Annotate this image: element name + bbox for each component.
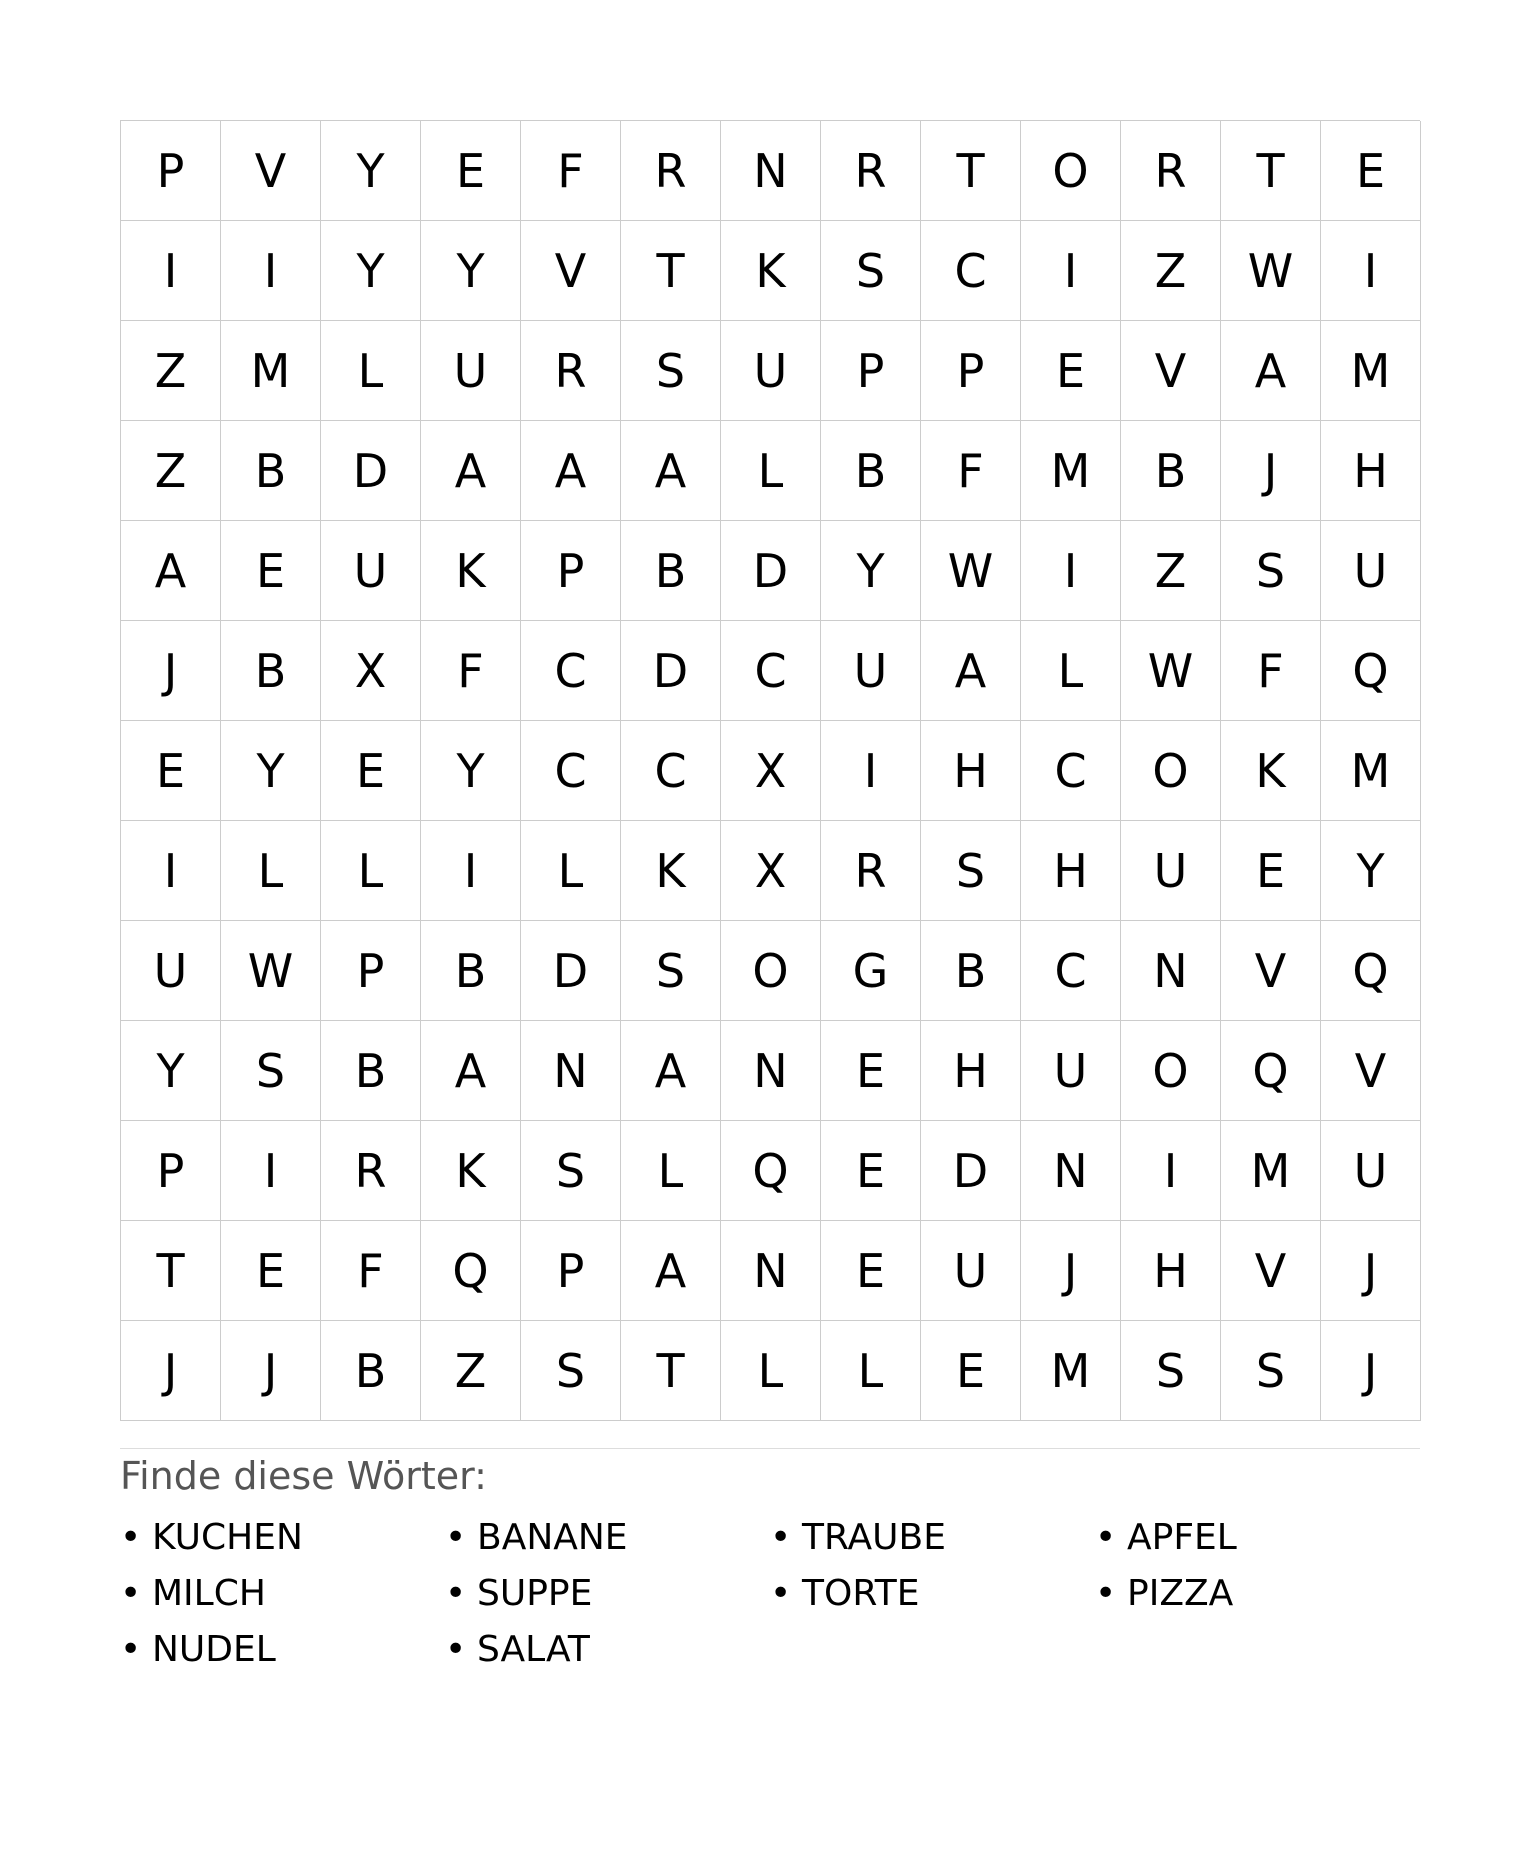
grid-cell[interactable]: S — [621, 921, 721, 1021]
word-search-page — [120, 120, 1420, 1670]
grid-cell[interactable]: S — [1221, 521, 1321, 621]
grid-cell[interactable]: I — [1121, 1121, 1221, 1221]
grid-cell[interactable]: Y — [121, 1021, 221, 1121]
grid-cell[interactable]: Y — [821, 521, 921, 621]
grid-cell[interactable]: U — [1021, 1021, 1121, 1121]
grid-cell[interactable]: J — [121, 1321, 221, 1421]
word-list-item — [770, 1510, 1095, 1566]
grid-cell[interactable]: I — [1021, 221, 1121, 321]
bullet-icon: • — [120, 1517, 142, 1558]
grid-cell[interactable]: U — [921, 1221, 1021, 1321]
bullet-icon: • — [1095, 1517, 1117, 1558]
grid-cell[interactable]: L — [721, 1321, 821, 1421]
grid-cell[interactable]: E — [221, 521, 321, 621]
grid-cell[interactable]: C — [1021, 721, 1121, 821]
word-label: APFEL — [1127, 1517, 1237, 1558]
grid-cell[interactable]: S — [821, 221, 921, 321]
grid-cell[interactable]: X — [721, 721, 821, 821]
grid-cell[interactable]: U — [1321, 1121, 1421, 1221]
grid-cell[interactable]: H — [1021, 821, 1121, 921]
grid-cell[interactable]: K — [721, 221, 821, 321]
grid-cell[interactable]: T — [121, 1221, 221, 1321]
grid-cell[interactable]: J — [1321, 1221, 1421, 1321]
grid-cell[interactable]: C — [521, 721, 621, 821]
grid-cell[interactable]: L — [821, 1321, 921, 1421]
grid-cell[interactable]: Z — [421, 1321, 521, 1421]
grid-cell[interactable]: H — [1121, 1221, 1221, 1321]
grid-cell[interactable]: P — [321, 921, 421, 1021]
grid-cell[interactable]: L — [221, 821, 321, 921]
grid-cell[interactable]: S — [921, 821, 1021, 921]
bullet-icon: • — [1095, 1573, 1117, 1614]
grid-cell[interactable]: W — [1221, 221, 1321, 321]
grid-cell[interactable]: M — [1021, 421, 1121, 521]
grid-cell[interactable]: Z — [1121, 521, 1221, 621]
grid-cell[interactable]: D — [621, 621, 721, 721]
grid-cell[interactable]: F — [921, 421, 1021, 521]
grid-cell[interactable]: U — [421, 321, 521, 421]
grid-cell[interactable]: L — [1021, 621, 1121, 721]
grid-cell[interactable]: N — [721, 1221, 821, 1321]
grid-cell[interactable]: Q — [1221, 1021, 1321, 1121]
grid-cell[interactable]: Q — [721, 1121, 821, 1221]
grid-cell[interactable]: T — [621, 1321, 721, 1421]
grid-cell[interactable]: V — [521, 221, 621, 321]
grid-cell[interactable]: I — [1321, 221, 1421, 321]
grid-cell[interactable]: A — [1221, 321, 1321, 421]
grid-cell[interactable]: Y — [421, 721, 521, 821]
grid-cell[interactable]: A — [921, 621, 1021, 721]
grid-cell[interactable]: G — [821, 921, 921, 1021]
grid-cell[interactable]: P — [921, 321, 1021, 421]
grid-cell[interactable]: R — [321, 1121, 421, 1221]
grid-cell[interactable]: M — [1321, 721, 1421, 821]
grid-cell[interactable]: B — [1121, 421, 1221, 521]
grid-cell[interactable]: P — [121, 1121, 221, 1221]
grid-cell[interactable]: R — [621, 121, 721, 221]
grid-cell[interactable]: N — [1021, 1121, 1121, 1221]
grid-cell[interactable]: S — [621, 321, 721, 421]
word-label: PIZZA — [1127, 1573, 1234, 1614]
grid-cell[interactable]: J — [221, 1321, 321, 1421]
grid-cell[interactable]: N — [1121, 921, 1221, 1021]
grid-cell[interactable]: P — [821, 321, 921, 421]
grid-cell[interactable]: E — [221, 1221, 321, 1321]
grid-cell[interactable]: Y — [221, 721, 321, 821]
grid-cell[interactable]: W — [221, 921, 321, 1021]
grid-cell[interactable]: V — [221, 121, 321, 221]
grid-cell[interactable]: J — [1021, 1221, 1121, 1321]
divider — [120, 1448, 1420, 1449]
grid-cell[interactable]: S — [521, 1121, 621, 1221]
word-label: NUDEL — [152, 1629, 276, 1670]
grid-cell[interactable]: R — [1121, 121, 1221, 221]
word-label: TORTE — [802, 1573, 920, 1614]
word-list-item — [120, 1510, 445, 1566]
grid-cell[interactable]: L — [521, 821, 621, 921]
bullet-icon: • — [770, 1517, 792, 1558]
bullet-icon: • — [770, 1573, 792, 1614]
bullet-icon: • — [445, 1517, 467, 1558]
word-label: SALAT — [477, 1629, 590, 1670]
grid-cell[interactable]: R — [521, 321, 621, 421]
grid-cell[interactable]: E — [1221, 821, 1321, 921]
grid-cell[interactable]: B — [321, 1321, 421, 1421]
grid-cell[interactable]: F — [521, 121, 621, 221]
grid-cell[interactable]: B — [221, 421, 321, 521]
grid-cell[interactable]: H — [921, 1021, 1021, 1121]
grid-cell[interactable]: Y — [421, 221, 521, 321]
grid-cell[interactable]: J — [1321, 1321, 1421, 1421]
grid-cell[interactable]: A — [121, 521, 221, 621]
grid-cell[interactable]: I — [221, 221, 321, 321]
word-list-item — [445, 1566, 770, 1622]
grid-cell[interactable]: U — [1121, 821, 1221, 921]
grid-cell[interactable]: Y — [321, 121, 421, 221]
grid-cell[interactable]: Y — [321, 221, 421, 321]
grid-cell[interactable]: P — [521, 1221, 621, 1321]
grid-cell[interactable]: E — [121, 721, 221, 821]
grid-cell[interactable]: E — [921, 1321, 1021, 1421]
grid-cell[interactable]: R — [821, 121, 921, 221]
grid-cell[interactable]: B — [421, 921, 521, 1021]
grid-cell[interactable]: C — [621, 721, 721, 821]
grid-cell[interactable]: Z — [121, 421, 221, 521]
grid-cell[interactable]: O — [721, 921, 821, 1021]
grid-cell[interactable]: F — [1221, 621, 1321, 721]
grid-cell[interactable]: I — [1021, 521, 1121, 621]
grid-cell[interactable]: V — [1221, 1221, 1321, 1321]
grid-cell[interactable]: H — [921, 721, 1021, 821]
grid-cell[interactable]: S — [221, 1021, 321, 1121]
bullet-icon: • — [445, 1629, 467, 1670]
grid-cell[interactable]: E — [1321, 121, 1421, 221]
word-list-item — [445, 1510, 770, 1566]
grid-cell[interactable]: J — [1221, 421, 1321, 521]
bullet-icon: • — [120, 1629, 142, 1670]
grid-cell[interactable]: N — [521, 1021, 621, 1121]
grid-cell[interactable]: I — [121, 221, 221, 321]
grid-cell[interactable]: E — [421, 121, 521, 221]
grid-cell[interactable]: E — [821, 1121, 921, 1221]
word-label: BANANE — [477, 1517, 628, 1558]
word-label: SUPPE — [477, 1573, 593, 1614]
grid-cell[interactable]: Z — [1121, 221, 1221, 321]
grid-cell[interactable]: C — [1021, 921, 1121, 1021]
grid-cell[interactable]: B — [321, 1021, 421, 1121]
grid-cell[interactable]: A — [421, 1021, 521, 1121]
bullet-icon: • — [445, 1573, 467, 1614]
word-label: MILCH — [152, 1573, 266, 1614]
grid-cell[interactable]: M — [1221, 1121, 1321, 1221]
word-list-item — [120, 1566, 445, 1622]
grid-cell[interactable]: P — [521, 521, 621, 621]
grid-cell[interactable]: P — [121, 121, 221, 221]
grid-cell[interactable]: B — [821, 421, 921, 521]
grid-cell[interactable]: S — [1221, 1321, 1321, 1421]
word-list-item — [1095, 1566, 1420, 1622]
grid-cell[interactable]: I — [221, 1121, 321, 1221]
grid-cell[interactable]: A — [521, 421, 621, 521]
grid-cell[interactable]: U — [1321, 521, 1421, 621]
grid-cell[interactable]: X — [321, 621, 421, 721]
grid-cell[interactable]: E — [321, 721, 421, 821]
grid-cell[interactable]: J — [121, 621, 221, 721]
grid-cell[interactable]: V — [1321, 1021, 1421, 1121]
grid-cell[interactable]: I — [821, 721, 921, 821]
grid-cell[interactable]: H — [1321, 421, 1421, 521]
grid-cell[interactable]: T — [921, 121, 1021, 221]
grid-cell[interactable]: D — [521, 921, 621, 1021]
grid-cell[interactable]: L — [721, 421, 821, 521]
grid-cell[interactable]: M — [221, 321, 321, 421]
grid-cell[interactable]: U — [321, 521, 421, 621]
grid-cell[interactable]: V — [1121, 321, 1221, 421]
grid-cell[interactable]: L — [321, 821, 421, 921]
grid-cell[interactable]: C — [921, 221, 1021, 321]
grid-cell[interactable]: B — [221, 621, 321, 721]
word-list-title: Finde diese Wörter: — [120, 1454, 487, 1498]
grid-cell[interactable]: K — [1221, 721, 1321, 821]
grid-cell[interactable]: V — [1221, 921, 1321, 1021]
grid-cell[interactable]: E — [821, 1221, 921, 1321]
grid-cell[interactable]: O — [1021, 121, 1121, 221]
grid-cell[interactable]: U — [121, 921, 221, 1021]
grid-cell[interactable]: B — [921, 921, 1021, 1021]
word-list-item — [445, 1622, 770, 1678]
grid-cell[interactable]: Z — [121, 321, 221, 421]
grid-cell[interactable]: I — [421, 821, 521, 921]
grid-cell[interactable]: U — [821, 621, 921, 721]
grid-cell[interactable]: Q — [421, 1221, 521, 1321]
grid-cell[interactable]: A — [621, 1221, 721, 1321]
grid-cell[interactable]: E — [1021, 321, 1121, 421]
word-list — [120, 1510, 1420, 1678]
grid-cell[interactable]: M — [1321, 321, 1421, 421]
grid-cell[interactable]: D — [721, 521, 821, 621]
grid-cell[interactable]: U — [721, 321, 821, 421]
grid-cell[interactable]: Q — [1321, 621, 1421, 721]
grid-cell[interactable]: F — [321, 1221, 421, 1321]
grid-cell[interactable]: O — [1121, 1021, 1221, 1121]
grid-cell[interactable]: L — [321, 321, 421, 421]
word-list-item — [770, 1566, 1095, 1622]
grid-cell[interactable]: T — [621, 221, 721, 321]
grid-cell[interactable]: R — [821, 821, 921, 921]
grid-cell[interactable]: K — [421, 1121, 521, 1221]
grid-cell[interactable]: I — [121, 821, 221, 921]
grid-cell[interactable]: K — [421, 521, 521, 621]
grid-cell[interactable]: A — [621, 421, 721, 521]
grid-cell[interactable]: D — [321, 421, 421, 521]
letter-grid — [120, 120, 1420, 1421]
grid-cell[interactable]: D — [921, 1121, 1021, 1221]
grid-cell[interactable]: L — [621, 1121, 721, 1221]
grid-cell[interactable]: A — [621, 1021, 721, 1121]
grid-cell[interactable]: X — [721, 821, 821, 921]
grid-cell[interactable]: O — [1121, 721, 1221, 821]
grid-cell[interactable]: E — [821, 1021, 921, 1121]
grid-cell[interactable]: Q — [1321, 921, 1421, 1021]
grid-cell[interactable]: T — [1221, 121, 1321, 221]
grid-cell[interactable]: A — [421, 421, 521, 521]
grid-cell[interactable]: C — [721, 621, 821, 721]
grid-cell[interactable]: K — [621, 821, 721, 921]
grid-cell[interactable]: M — [1021, 1321, 1121, 1421]
word-list-item — [120, 1622, 445, 1678]
word-list-item — [1095, 1510, 1420, 1566]
grid-cell[interactable]: B — [621, 521, 721, 621]
grid-cell[interactable]: F — [421, 621, 521, 721]
word-label: KUCHEN — [152, 1517, 303, 1558]
grid-cell[interactable]: W — [1121, 621, 1221, 721]
grid-cell[interactable]: C — [521, 621, 621, 721]
word-label: TRAUBE — [802, 1517, 946, 1558]
grid-cell[interactable]: N — [721, 1021, 821, 1121]
grid-cell[interactable]: S — [1121, 1321, 1221, 1421]
grid-cell[interactable]: S — [521, 1321, 621, 1421]
grid-cell[interactable]: Y — [1321, 821, 1421, 921]
grid-cell[interactable]: N — [721, 121, 821, 221]
bullet-icon: • — [120, 1573, 142, 1614]
grid-cell[interactable]: W — [921, 521, 1021, 621]
